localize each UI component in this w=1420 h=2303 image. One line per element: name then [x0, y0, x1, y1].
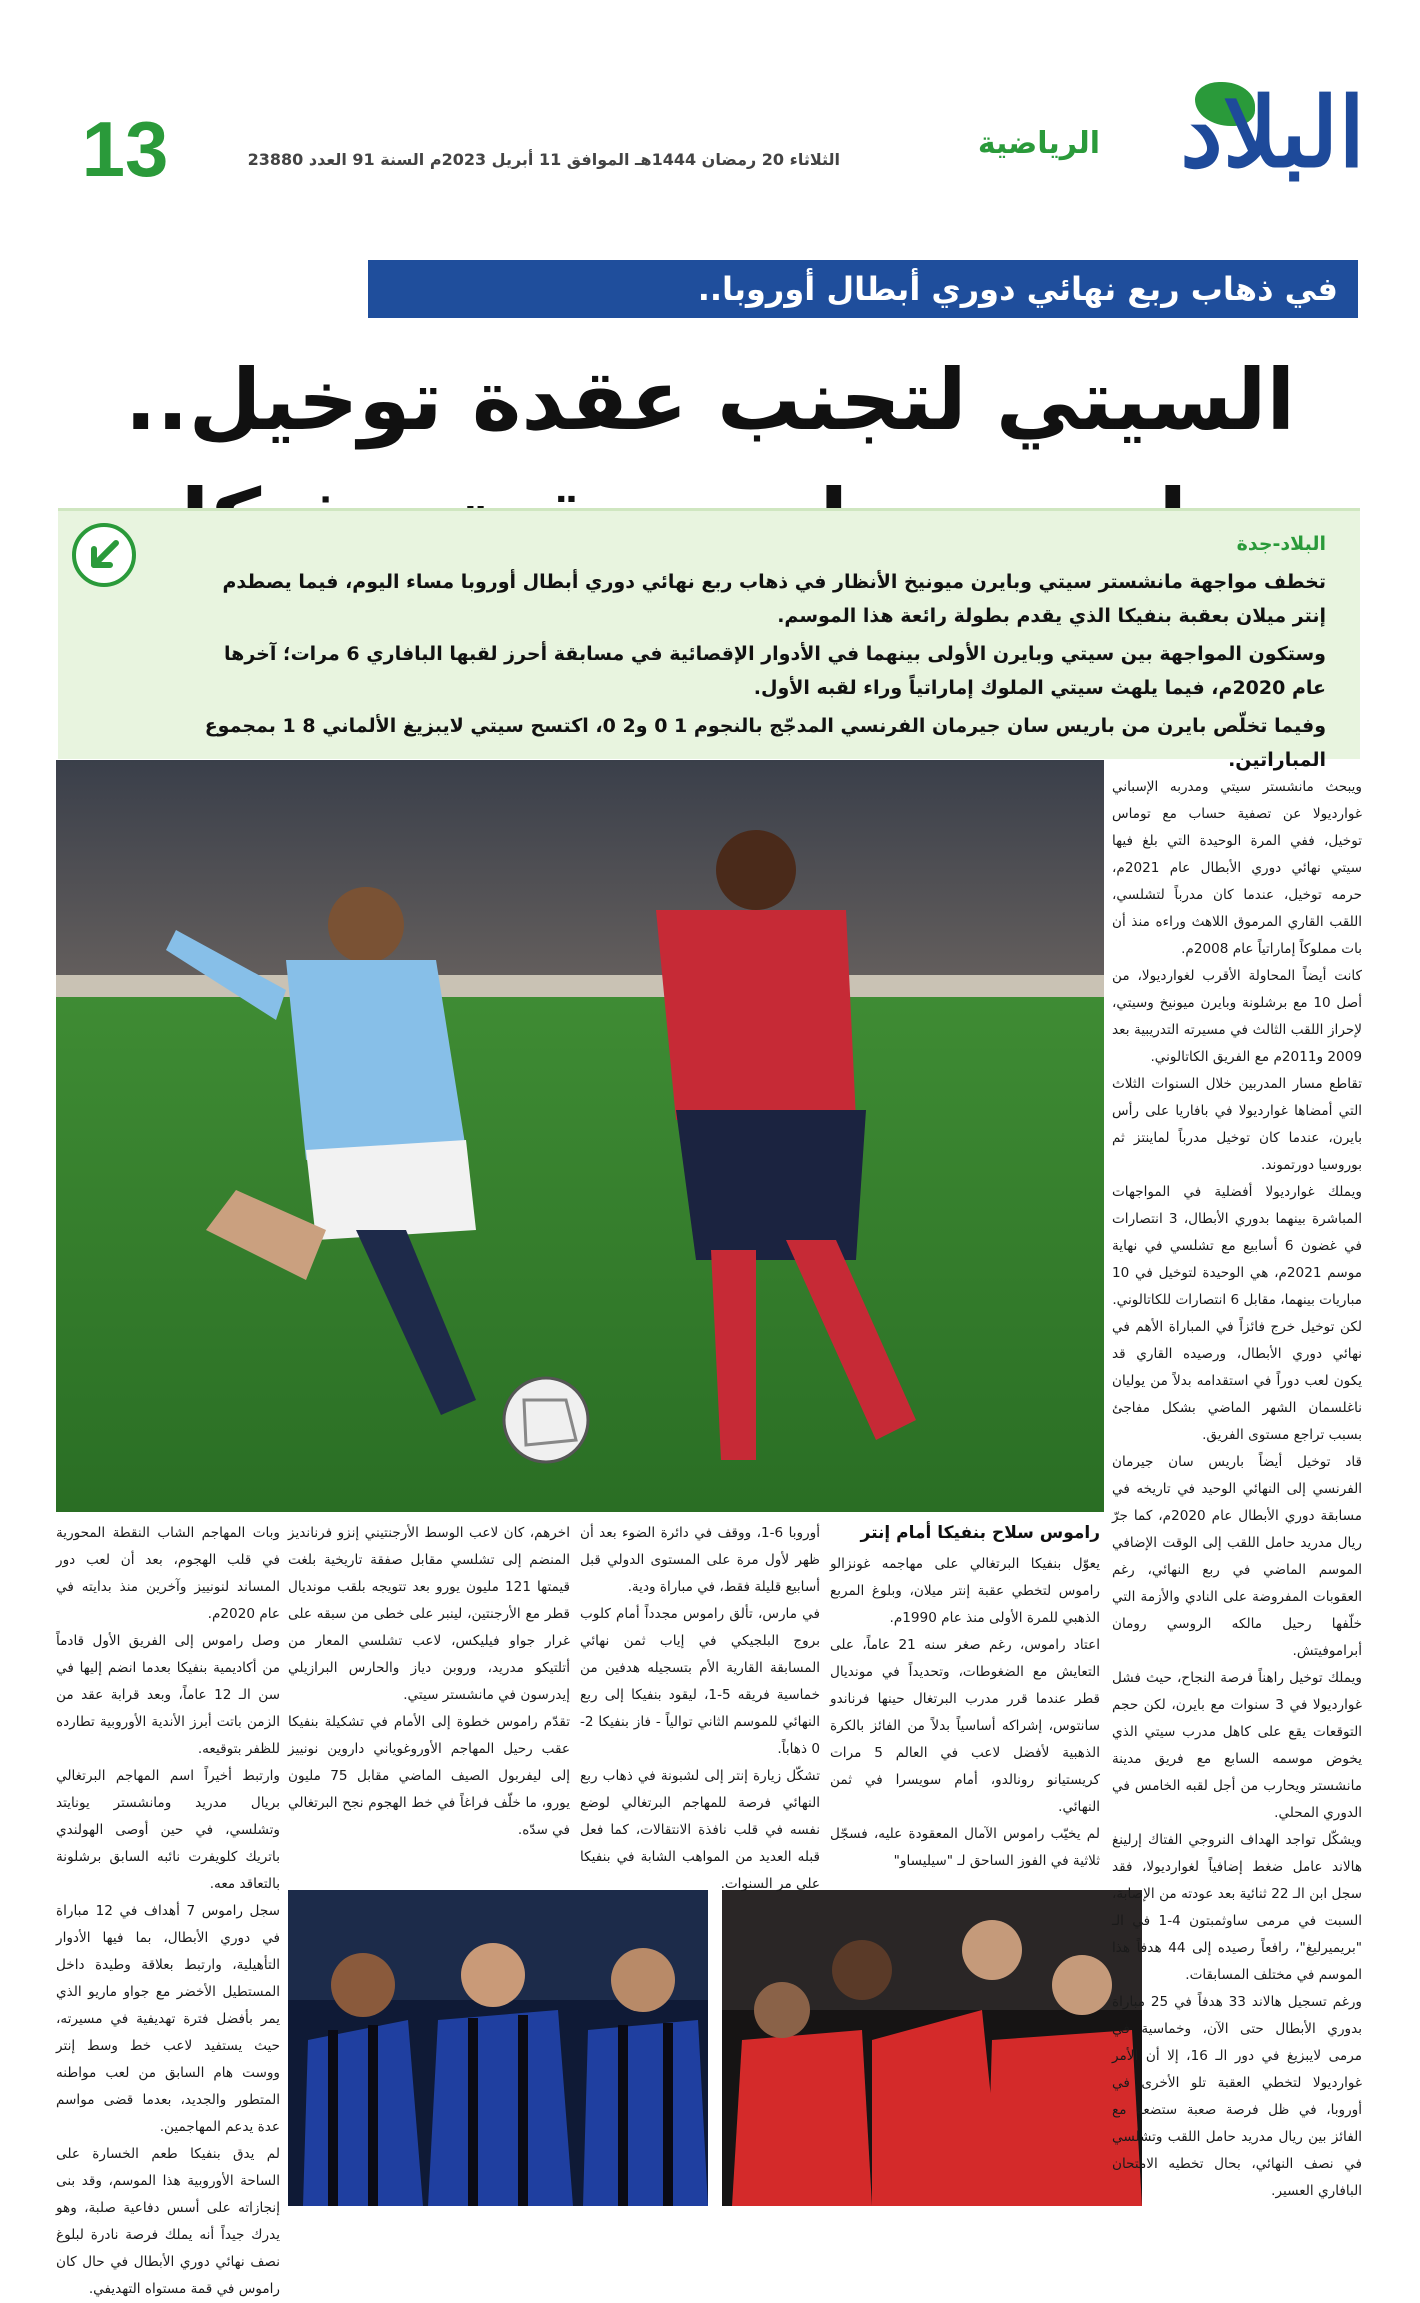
- lead-paragraph: وستكون المواجهة بين سيتي وبايرن الأولى بينهما في الأدوار الإقصائية في مسابقة أحرز لقبها البافاري 6 مرات؛ آخرها عام 2020م، فيما يلهث سيتي الملوك إماراتياً وراء لقبه الأول.: [224, 643, 1326, 699]
- issue-date-line: الثلاثاء 20 رمضان 1444هـ الموافق 11 أبريل 2023م السنة 91 العدد 23880: [247, 150, 840, 169]
- article-column-b: [580, 1520, 820, 1898]
- paragraph: ويملك توخيل راهناً فرصة النجاح، حيث فشل غوارديولا في 3 سنوات مع بايرن، لكن حجم التوقعات يقع على كاهل مدرب سيتي الذي يخوض موسمه السابع مع فريق مدينة مانشستر ويحارب من أجل لقبه الخامس في الدوري المحلي.: [1112, 1670, 1362, 1821]
- article-column-right: [1112, 774, 1362, 2205]
- paragraph: ويبحث مانشستر سيتي ومدربه الإسباني غوارديولا عن تصفية حساب مع توماس توخيل، ففي المرة الوحيدة التي بلغ فيها سيتي نهائي دوري الأبطال عام 2021م، حرمه توخيل، عندما كان مدرباً لتشلسي، اللقب القاري المرموق اللاهث وراءه منذ أن بات مملوكاً إماراتياً عام 2008م.: [1112, 779, 1362, 957]
- kicker-banner: في ذهاب ربع نهائي دوري أبطال أوروبا..: [368, 260, 1358, 318]
- paragraph: في مارس، تألق راموس مجدداً أمام كلوب بروج البلجيكي في إياب ثمن نهائي المسابقة القارية الأم بتسجيله هدفين من خماسية فريقه 5-1، ليقود بنفيكا إلى ربع النهائي للموسم الثاني توالياً - فاز بنفيكا 2-0 ذهاباً.: [580, 1606, 820, 1757]
- paragraph: ويشكّل تواجد الهداف النروجي الفتاك إرلينغ هالاند عامل ضغط إضافياً لغوارديولا، فقد سجل ابن الـ 22 ثنائية بعد عودته من الإصابة، السبت في مرمى ساوثمبتون 4-1 في الـ "بريميرليغ"، رافعاً رصيده إلى 44 هدفاً هذا الموسم في مختلف المسابقات.: [1112, 1832, 1363, 1983]
- logo-text: البلاد: [1180, 76, 1365, 189]
- page-number: 13: [81, 105, 169, 193]
- paragraph: اعتاد راموس، رغم صغر سنه 21 عاماً، على التعايش مع الضغوطات، وتحديداً في مونديال قطر عندما قرر مدرب البرتغال حينها فرناندو سانتوس، إشراكه أساسياً بدلاً من الفائز بالكرة الذهبية لأفضل لاعب في العالم 5 مرات كريستيانو رونالدو، أمام سويسرا في ثمن النهائي.: [830, 1637, 1100, 1815]
- lead-text: [186, 565, 1326, 781]
- paragraph: وبات المهاجم الشاب النقطة المحورية في قلب الهجوم، بعد أن لعب دور المساند لنونييز وآخرين منذ بدايته في عام 2020م.: [56, 1525, 280, 1622]
- paragraph: كانت أيضاً المحاولة الأقرب لغوارديولا، من أصل 10 مع برشلونة وبايرن ميونيخ وسيتي، لإحراز اللقب الثالث في مسيرته التدريبية بعد 2009 و2011م مع الفريق الكاتالوني.: [1112, 968, 1363, 1065]
- article-column-ramos: [830, 1520, 1100, 1875]
- paragraph: وارتبط أخيراً اسم المهاجم البرتغالي بريال مدريد ومانشستر يونايتد وتشلسي، في حين أوصى الهولندي باتريك كلويفرت نائبه السابق برشلونة بالتعاقد معه.: [56, 1768, 280, 1892]
- paragraph: تقاطع مسار المدربين خلال السنوات الثلاث التي أمضاها غوارديولا في بافاريا على رأس بايرن، عندما كان توخيل مدرباً لماينتز ثم بوروسيا دورتموند.: [1112, 1076, 1362, 1173]
- byline: البلاد-جدة: [1236, 533, 1326, 555]
- arrow-down-left-icon: [72, 523, 136, 587]
- photo-inter-players: [288, 1890, 708, 2206]
- subheading: راموس سلاح بنفيكا أمام إنتر: [860, 1523, 1100, 1543]
- paragraph: لكن توخيل خرج فائزاً في المباراة الأهم في نهائي دوري الأبطال، ورصيده القاري قد يكون لعب دوراً في استقدامه بدلاً من يوليان ناغلسمان الشهر الماضي بشكل مفاجئ بسبب تراجع مستوى الفريق.: [1112, 1319, 1362, 1443]
- article-column-d: [56, 1520, 280, 2303]
- paragraph: لم يدق بنفيكا طعم الخسارة على الساحة الأوروبية هذا الموسم، وقد بنى إنجازاته على أسس دفاعية صلبة، وهو يدرك جيداً أنه يملك فرصة نادرة لبلوغ نصف نهائي دوري الأبطال في حال كان راموس في قمة مستواه التهديفي.: [56, 2146, 280, 2297]
- photo-benfica-celebration: [722, 1890, 1142, 2206]
- lead-box: [58, 508, 1360, 771]
- paragraph: يعوّل بنفيكا البرتغالي على مهاجمه غونزالو راموس لتخطي عقبة إنتر ميلان، وبلوغ المربع الذهبي للمرة الأولى منذ عام 1990م.: [830, 1556, 1100, 1626]
- paragraph: لم يخيّب راموس الآمال المعقودة عليه، فسجّل ثلاثية في الفوز الساحق لـ "سيليساو": [830, 1826, 1100, 1869]
- paragraph: قاد توخيل أيضاً باريس سان جيرمان الفرنسي إلى النهائي الوحيد في تاريخه في مسابقة دوري الأبطال عام 2020م، كما جرّ ريال مدريد حامل اللقب إلى الوقت الإضافي الموسم الماضي في ربع النهائي، رغم العقوبات المفروضة على النادي والأزمة التي خلّفها رحيل مالكه الروسي رومان أبراموفيتش.: [1112, 1454, 1362, 1659]
- paragraph: تشكّل زيارة إنتر إلى لشبونة في ذهاب ربع النهائي فرصة للمهاجم البرتغالي لوضع نفسه في قلب نافذة الانتقالات، كما فعل قبله العديد من المواهب الشابة في بنفيكا على مر السنوات.: [580, 1768, 820, 1892]
- paragraph: ويملك غوارديولا أفضلية في المواجهات المباشرة بينهما بدوري الأبطال، 3 انتصارات في غضون 6 أسابيع مع تشلسي في نهاية موسم 2021م، هي الوحيدة لتوخيل في 10 مباريات بينهما، مقابل 6 انتصارات للكاتالوني.: [1112, 1184, 1363, 1308]
- section-name: الرياضية: [977, 126, 1100, 161]
- paragraph: تقدّم راموس خطوة إلى الأمام في تشكيلة بنفيكا عقب رحيل المهاجم الأوروغوياني داروين نونييز إلى ليفربول الصيف الماضي مقابل 75 مليون يورو، ما خلّف فراغاً في خط الهجوم نجح البرتغالي في سدّه.: [288, 1714, 570, 1838]
- paragraph: أوروبا 6-1، ووقف في دائرة الضوء بعد أن ظهر لأول مرة على المستوى الدولي قبل أسابيع قليلة فقط، في مباراة ودية.: [580, 1525, 821, 1595]
- paragraph: سجل راموس 7 أهداف في 12 مباراة في دوري الأبطال، بما فيها الأدوار التأهيلية، وارتبط بعلاقة وطيدة داخل المستطيل الأخضر مع جواو ماريو الذي يمر بأفضل فترة تهديفية في مسيرته، حيث يستفيد لاعب خط وسط إنتر ووست هام السابق من لعب مواطنه المتطور والجديد، بعدما قضى مواسم عدة يدعم المهاجمين.: [56, 1903, 281, 2135]
- paragraph: ورغم تسجيل هالاند 33 هدفاً في 25 مباراة بدوري الأبطال حتى الآن، وخماسية في مرمى لايبزيغ في دور الـ 16، إلا أن الأمر غوارديولا لتخطي العقبة تلو الأخرى في أوروبا، في ظل فرصة صعبة ستضعه مع الفائز بين ريال مدريد حامل اللقب وتشلسي في نصف النهائي، بحال تخطيه الامتحان البافاري العسير.: [1112, 1994, 1362, 2199]
- main-photo-match-action: [56, 760, 1104, 1512]
- lead-paragraph: وفيما تخلّص بايرن من باريس سان جيرمان الفرنسي المدجّج بالنجوم 1 0 و2 0، اكتسح سيتي لايبزيغ الألماني 8 1 بمجموع المباراتين.: [204, 715, 1326, 771]
- paragraph: اخرهم، كان لاعب الوسط الأرجنتيني إنزو فرنانديز المنضم إلى تشلسي مقابل صفقة تاريخية بلغت قيمتها 121 مليون يورو بعد تتويجه بلقب مونديال قطر مع الأرجنتين، لينبر على خطى من سبقه على غرار جواو فيليكس، لاعب تشلسي المعار من أتلتيكو مدريد، وروبن دياز والحارس البرازيلي إيدرسون في مانشستر سيتي.: [288, 1525, 571, 1703]
- paragraph: وصل راموس إلى الفريق الأول قادماً من أكاديمية بنفيكا بعدما انضم إليها في سن الـ 12 عاماً، وبعد قرابة عقد من الزمن باتت أبرز الأندية الأوروبية تطارده للظفر بتوقيعه.: [56, 1633, 280, 1757]
- article-column-c: [288, 1520, 570, 1844]
- lead-paragraph: تخطف مواجهة مانشستر سيتي وبايرن ميونيخ الأنظار في ذهاب ربع نهائي دوري أبطال أوروبا مساء اليوم، فيما يصطدم إنتر ميلان بعقبة بنفيكا الذي يقدم بطولة رائعة هذا الموسم.: [222, 571, 1326, 627]
- newspaper-logo: [1115, 76, 1365, 192]
- headline: السيتي لتجنب عقدة توخيل..: [124, 351, 1296, 449]
